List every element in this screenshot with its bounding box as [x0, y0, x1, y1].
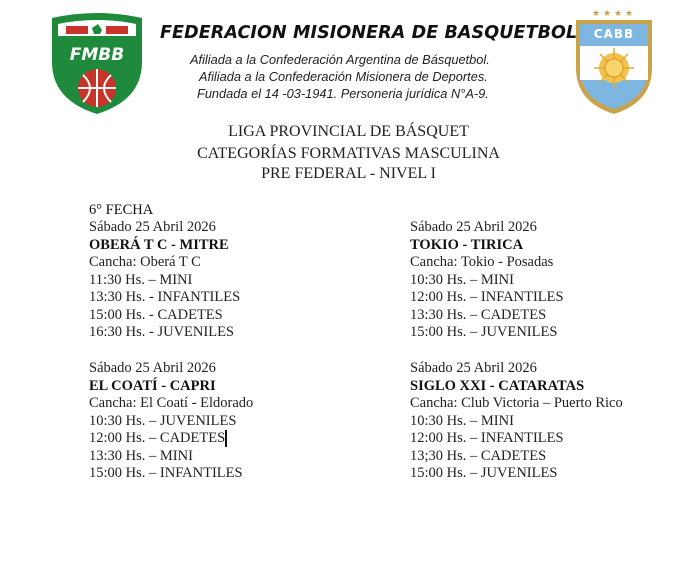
svg-text:★: ★ — [625, 8, 634, 18]
schedule-slot: 13:30 Hs. – CADETES — [410, 306, 547, 323]
schedule-slot: 13:30 Hs. - INFANTILES — [89, 289, 241, 305]
schedule-slot: 15:00 Hs. - CADETES — [89, 306, 223, 323]
svg-text:★: ★ — [614, 8, 623, 18]
match-teams: OBERÁ T C - MITRE — [89, 236, 229, 253]
league-title: LIGA PROVINCIAL DE BÁSQUET — [228, 123, 469, 140]
founding-line: Fundada el 14 -03-1941. Personeria jurídica N°A-9. — [197, 86, 489, 101]
match-venue: Cancha: Tokio - Posadas — [410, 254, 554, 270]
svg-text:★: ★ — [603, 8, 612, 18]
match-teams: EL COATÍ - CAPRI — [89, 377, 216, 394]
cabb-logo — [572, 6, 656, 116]
schedule-slot: 16:30 Hs. - JUVENILES — [89, 324, 234, 340]
match-teams: SIGLO XXI - CATARATAS — [410, 377, 585, 394]
schedule-slot: 12:00 Hs. – INFANTILES — [410, 289, 564, 305]
cabb-logo-text: CABB — [593, 27, 635, 41]
category-title: CATEGORÍAS FORMATIVAS MASCULINA — [197, 145, 500, 162]
org-name: FEDERACION MISIONERA DE BASQUETBOL — [160, 23, 578, 43]
schedule-slot: 10:30 Hs. – MINI — [410, 412, 514, 429]
schedule-slot: 15:00 Hs. – INFANTILES — [89, 465, 243, 481]
match-venue: Cancha: El Coatí - Eldorado — [89, 395, 254, 411]
fmbb-logo-text: FMBB — [69, 45, 125, 65]
match-block — [89, 219, 240, 342]
schedule-slot: 13;30 Hs. – CADETES — [410, 447, 547, 464]
affiliation-line: Afiliada a la Confederación Argentina de Básquetbol. — [190, 52, 490, 67]
match-date: Sábado 25 Abril 2026 — [89, 219, 216, 235]
round-label: 6° FECHA — [89, 202, 154, 218]
schedule-slot: 10:30 Hs. – JUVENILES — [89, 412, 237, 429]
match-block — [410, 219, 564, 342]
match-venue: Cancha: Club Victoria – Puerto Rico — [410, 395, 623, 411]
match-teams: TOKIO - TIRICA — [410, 236, 524, 253]
schedule-slot: 15:00 Hs. – JUVENILES — [410, 324, 558, 340]
affiliation-line: Afiliada a la Confederación Misionera de Deportes. — [199, 69, 488, 84]
match-date: Sábado 25 Abril 2026 — [89, 360, 216, 376]
text-cursor — [225, 430, 227, 447]
match-date: Sábado 25 Abril 2026 — [410, 219, 537, 235]
schedule-slot: 10:30 Hs. – MINI — [410, 271, 514, 288]
schedule-slot: 15:00 Hs. – JUVENILES — [410, 465, 558, 481]
schedule-slot: 13:30 Hs. – MINI — [89, 447, 193, 464]
schedule-slot: 11:30 Hs. – MINI — [89, 271, 193, 288]
match-venue: Cancha: Oberá T C — [89, 254, 201, 270]
match-block — [410, 360, 623, 483]
match-date: Sábado 25 Abril 2026 — [410, 360, 537, 376]
fmbb-logo — [48, 10, 146, 116]
schedule-slot: 12:00 Hs. – CADETES — [89, 430, 226, 446]
schedule-slot: 12:00 Hs. – INFANTILES — [410, 430, 564, 446]
level-title: PRE FEDERAL - NIVEL I — [261, 165, 436, 182]
match-block — [89, 360, 253, 483]
svg-text:★: ★ — [592, 8, 601, 18]
